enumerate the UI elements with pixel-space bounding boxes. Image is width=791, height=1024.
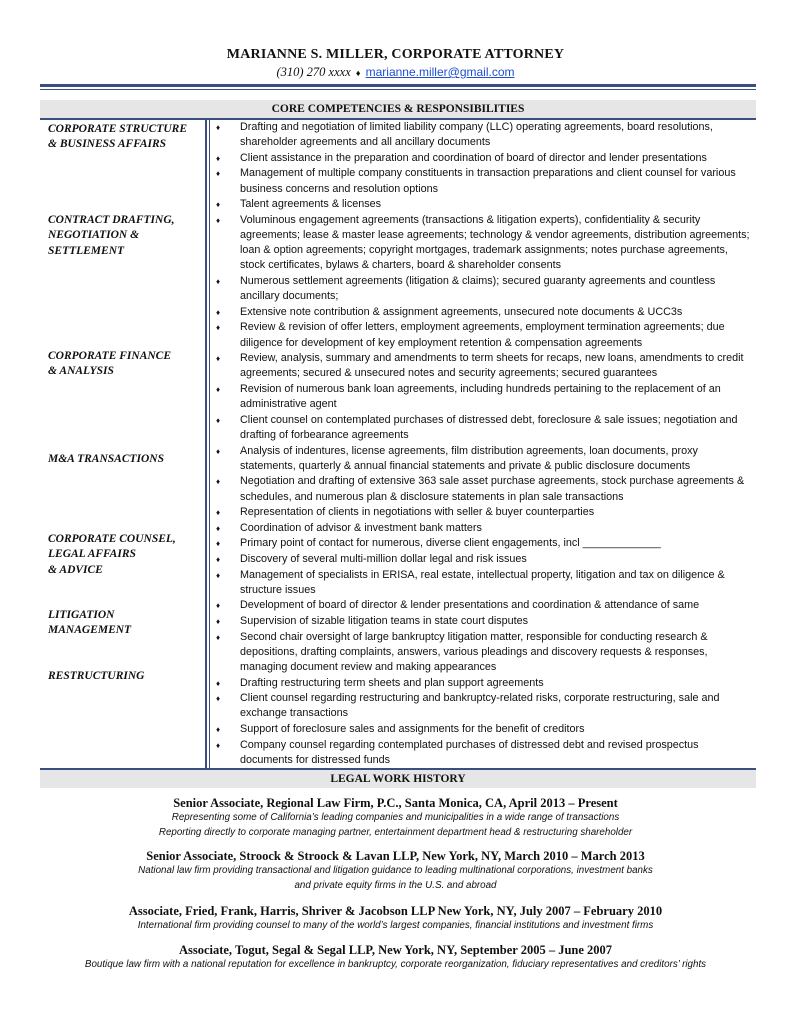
responsibility-item bbox=[214, 521, 754, 536]
responsibility-text: Negotiation and drafting of extensive 363 sale asset purchase agreements, stock purchase agreements & schedules, and numerous plan & disclosure statements in plan sale transactions bbox=[240, 475, 745, 503]
category-label: M&A TRANSACTIONS bbox=[48, 453, 164, 465]
diamond-bullet-icon: ♦ bbox=[216, 415, 221, 425]
diamond-bullet-icon: ♦ bbox=[216, 601, 221, 611]
header-rule-thin bbox=[40, 89, 756, 90]
diamond-bullet-icon: ♦ bbox=[216, 354, 221, 364]
responsibility-item bbox=[214, 413, 754, 443]
diamond-bullet-icon: ♦ bbox=[216, 554, 221, 564]
responsibility-text: Representation of clients in negotiations with seller & buyer counterparties bbox=[240, 506, 595, 519]
job-description: Boutique law firm with a national reputation for excellence in bankruptcy, corporate reorganization, fiduciary representatives and creditors’ rights bbox=[84, 959, 707, 970]
responsibility-text: Talent agreements & licenses bbox=[240, 198, 382, 211]
responsibility-text: Discovery of several multi-million dollar legal and risk issues bbox=[240, 552, 527, 565]
responsibility-item bbox=[214, 474, 754, 504]
candidate-name: MARIANNE S. MILLER, CORPORATE ATTORNEY bbox=[226, 47, 565, 62]
contact-line bbox=[0, 65, 791, 80]
responsibility-text: Second chair oversight of large bankruptcy litigation matter, responsible for conducting research & depositions, drafting complaints, answers, various pleadings and discovery requests & responses, managing document review and making appearances bbox=[240, 630, 708, 673]
diamond-bullet-icon: ♦ bbox=[216, 740, 221, 750]
job-title: Associate, Togut, Segal & Segal LLP, New York, NY, September 2005 – June 2007 bbox=[178, 943, 613, 957]
job-title: Associate, Fried, Frank, Harris, Shriver & Jacobson LLP New York, NY, July 2007 – February 2010 bbox=[128, 904, 663, 918]
responsibility-text: Revision of numerous bank loan agreements, including hundreds pertaining to the replacement of an administrative agent bbox=[240, 382, 721, 411]
responsibility-text: Client counsel on contemplated purchases of distressed debt, foreclosure & sale issues; negotiation and drafting of forbearance agreements bbox=[240, 413, 738, 441]
responsibility-item bbox=[214, 274, 754, 304]
diamond-bullet-icon: ♦ bbox=[216, 539, 221, 549]
responsibility-text: Analysis of indentures, license agreements, film distribution agreements, loan documents, proxy statements, quarterly & annual financial statements and private & public disclosure documents bbox=[240, 444, 698, 472]
diamond-bullet-icon: ♦ bbox=[216, 678, 221, 688]
responsibility-text: Management of multiple company constituents in transaction preparations and client counsel for various business concerns and resolution options bbox=[240, 167, 736, 195]
phone-number: (310) 270 xxxx bbox=[276, 65, 351, 79]
responsibility-item bbox=[214, 151, 754, 166]
responsibility-item bbox=[214, 738, 754, 768]
responsibility-item bbox=[214, 444, 754, 474]
responsibility-item bbox=[214, 505, 754, 520]
job-title: Senior Associate, Stroock & Stroock & Lavan LLP, New York, NY, March 2010 – March 2013 bbox=[146, 849, 645, 863]
responsibility-text: Client counsel regarding restructuring and bankruptcy-related risks, corporate restructuring, sale and exchange transactions bbox=[240, 692, 720, 720]
responsibility-text: Drafting and negotiation of limited liability company (LLC) operating agreements, board resolutions, shareholder agreements and all ancillary documents bbox=[240, 121, 713, 149]
responsibility-item bbox=[214, 166, 754, 196]
category-label: LITIGATION MANAGEMENT bbox=[48, 609, 132, 637]
responsibility-item bbox=[214, 568, 754, 598]
responsibility-item bbox=[214, 676, 754, 691]
job-description: Representing some of California’s leading companies and municipalities in a wide range of transactions bbox=[171, 812, 620, 823]
job-entry bbox=[0, 942, 791, 973]
diamond-bullet-icon: ♦ bbox=[216, 477, 221, 487]
responsibility-text: Supervision of sizable litigation teams in state court disputes bbox=[240, 614, 529, 627]
diamond-bullet-icon: ♦ bbox=[216, 200, 221, 210]
diamond-bullet-icon: ♦ bbox=[216, 570, 221, 580]
responsibility-text: Development of board of director & lender presentations and coordination & attendance of same bbox=[240, 599, 700, 612]
job-description: International firm providing counsel to many of the world’s largest companies, financial institutions and investment firms bbox=[137, 920, 654, 931]
category-label: CORPORATE FINANCE & ANALYSIS bbox=[48, 350, 172, 378]
diamond-bullet-icon: ♦ bbox=[216, 215, 221, 225]
diamond-bullet-icon: ♦ bbox=[216, 307, 221, 317]
responsibility-text: Company counsel regarding contemplated purchases of distressed debt and revised prospectus documents for distressed funds bbox=[240, 738, 699, 766]
job-title: Senior Associate, Regional Law Firm, P.C., Santa Monica, CA, April 2013 – Present bbox=[173, 796, 618, 810]
diamond-bullet-icon: ♦ bbox=[216, 724, 221, 734]
responsibility-text: Review & revision of offer letters, employment agreements, employment termination agreements; due diligence for development of key employment retention & compensation agreements bbox=[240, 321, 725, 349]
diamond-bullet-icon: ♦ bbox=[216, 169, 221, 179]
responsibility-item bbox=[214, 598, 754, 613]
diamond-bullet-icon: ♦ bbox=[216, 508, 221, 518]
job-description: Reporting directly to corporate managing partner, entertainment department head & restructuring shareholder bbox=[158, 826, 633, 838]
diamond-bullet-icon: ♦ bbox=[216, 276, 221, 286]
work-history-heading: LEGAL WORK HISTORY bbox=[40, 770, 756, 788]
diamond-bullet-icon: ♦ bbox=[216, 323, 221, 333]
job-entry bbox=[0, 903, 791, 934]
category-label: CORPORATE STRUCTURE & BUSINESS AFFAIRS bbox=[48, 123, 187, 151]
diamond-bullet-icon: ♦ bbox=[216, 694, 221, 704]
competencies-heading: CORE COMPETENCIES & RESPONSIBILITIES bbox=[40, 100, 756, 120]
responsibility-text: Coordination of advisor & investment bank matters bbox=[240, 521, 482, 534]
responsibility-item bbox=[214, 351, 754, 381]
responsibility-item bbox=[214, 536, 754, 551]
responsibility-text: Client assistance in the preparation and coordination of board of director and lender presentations bbox=[240, 151, 707, 164]
responsibility-text: Support of foreclosure sales and assignments for the benefit of creditors bbox=[240, 722, 585, 735]
responsibility-text: Extensive note contribution & assignment agreements, unsecured note documents & UCC3s bbox=[240, 305, 683, 318]
responsibility-item bbox=[214, 382, 754, 412]
responsibilities-list bbox=[214, 120, 754, 768]
diamond-bullet-icon: ♦ bbox=[216, 446, 221, 456]
job-entry bbox=[0, 848, 791, 893]
category-label: CONTRACT DRAFTING, NEGOTIATION & SETTLEMENT bbox=[48, 214, 175, 257]
responsibility-item bbox=[214, 120, 754, 150]
responsibility-item bbox=[214, 305, 754, 320]
diamond-bullet-icon: ♦ bbox=[216, 616, 221, 626]
responsibility-item bbox=[214, 722, 754, 737]
responsibility-text: Primary point of contact for numerous, diverse client engagements, incl _____________ bbox=[240, 537, 661, 550]
diamond-bullet-icon: ♦ bbox=[216, 523, 221, 533]
category-label: CORPORATE COUNSEL, LEGAL AFFAIRS & ADVICE bbox=[48, 533, 176, 576]
diamond-bullet-icon: ♦ bbox=[216, 123, 221, 132]
job-entry bbox=[0, 795, 791, 840]
category-label: RESTRUCTURING bbox=[48, 670, 145, 682]
diamond-bullet-icon: ♦ bbox=[216, 153, 221, 163]
job-description: National law firm providing transactional and litigation guidance to leading multinational corporations, investment banks bbox=[138, 865, 653, 876]
column-divider-thin bbox=[209, 120, 210, 768]
responsibility-text: Management of specialists in ERISA, real estate, intellectual property, litigation and tax on diligence & structure issues bbox=[240, 568, 725, 596]
header-rule bbox=[40, 84, 756, 87]
diamond-icon: ♦ bbox=[355, 68, 361, 78]
job-description: and private equity firms in the U.S. and abroad bbox=[294, 879, 497, 891]
responsibility-item bbox=[214, 320, 754, 350]
responsibility-item bbox=[214, 552, 754, 567]
responsibility-item bbox=[214, 630, 754, 676]
diamond-bullet-icon: ♦ bbox=[216, 632, 221, 642]
responsibility-item bbox=[214, 614, 754, 629]
diamond-bullet-icon: ♦ bbox=[216, 384, 221, 394]
responsibility-text: Drafting restructuring term sheets and plan support agreements bbox=[240, 676, 544, 689]
responsibility-text: Voluminous engagement agreements (transactions & litigation experts), confidentiality & security agreements; lease & master lease agreements; technology & vendor agreements, distribution agreements; loan & option agreements; copyright mortgages, trademark assignments; notes purchase agreements, stock certificates, bylaws & charters, board & shareholder consents bbox=[240, 213, 750, 272]
responsibility-text: Numerous settlement agreements (litigation & claims); secured guaranty agreements and countless ancillary documents; bbox=[240, 274, 716, 303]
email-link[interactable]: marianne.miller@gmail.com bbox=[365, 65, 515, 79]
responsibility-item bbox=[214, 197, 754, 212]
column-divider bbox=[205, 120, 207, 768]
responsibility-item bbox=[214, 691, 754, 721]
responsibility-item bbox=[214, 213, 754, 274]
responsibility-text: Review, analysis, summary and amendments to term sheets for recaps, new loans, amendments to credit agreements; secured & unsecured notes and security agreements; secured guarantees bbox=[240, 352, 744, 380]
